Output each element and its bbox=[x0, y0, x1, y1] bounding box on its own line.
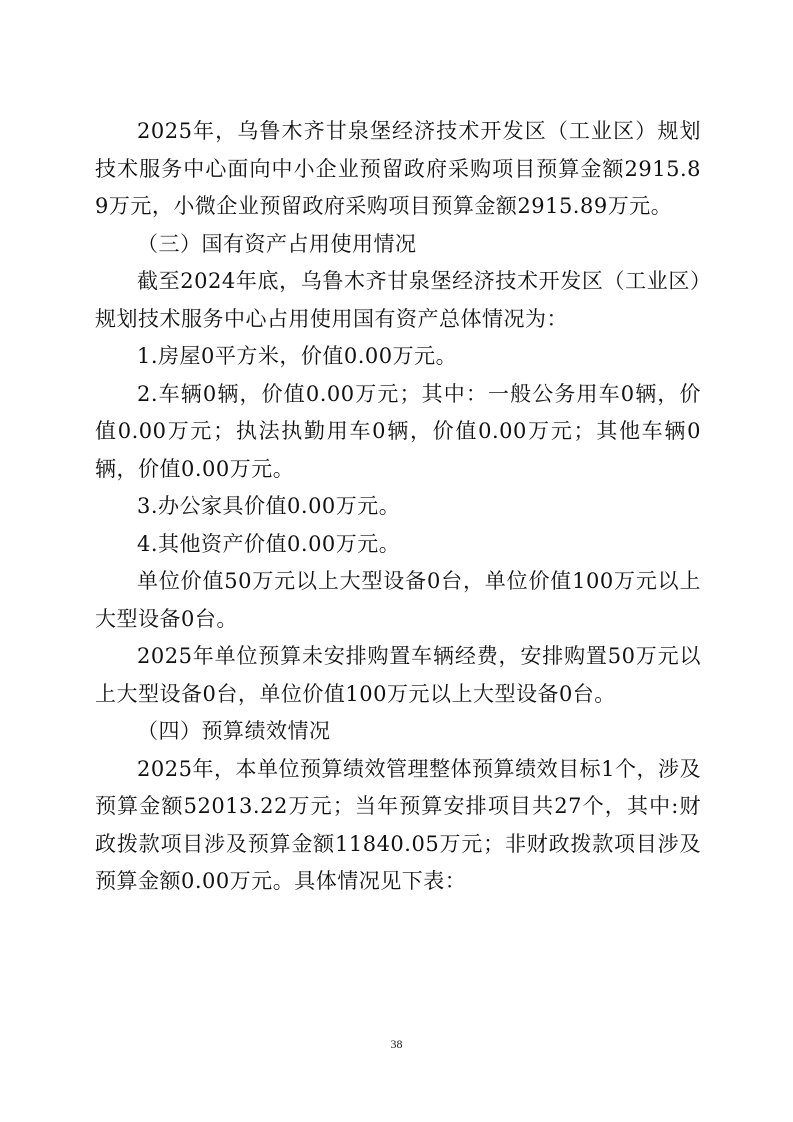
paragraph-performance-details: 2025年，本单位预算绩效管理整体预算绩效目标1个，涉及预算金额52013.22万元；当年预算安排项目共27个，其中:财政拨款项目涉及预算金额11840.05万元；非财政拨款项目涉及预算金额0.00万元。具体情况见下表： bbox=[95, 756, 701, 893]
section-heading-state-assets: （三）国有资产占用使用情况 bbox=[137, 231, 417, 256]
document-body bbox=[95, 113, 701, 901]
paragraph-large-equipment: 单位价值50万元以上大型设备0台，单位价值100万元以上大型设备0台。 bbox=[95, 569, 701, 631]
section-heading-performance: （四）预算绩效情况 bbox=[137, 719, 331, 743]
paragraph-purchase-plan: 2025年单位预算未安排购置车辆经费，安排购置50万元以上大型设备0台，单位价值100万元以上大型设备0台。 bbox=[95, 644, 701, 706]
page-number: 38 bbox=[390, 1037, 403, 1051]
paragraph-assets-overview: 截至2024年底，乌鲁木齐甘泉堡经济技术开发区（工业区）规划技术服务中心占用使用国有资产总体情况为： bbox=[95, 269, 701, 331]
paragraph-other-assets: 4.其他资产价值0.00万元。 bbox=[137, 531, 401, 556]
paragraph-housing: 1.房屋0平方米，价值0.00万元。 bbox=[137, 344, 458, 368]
paragraph-vehicles: 2.车辆0辆，价值0.00万元；其中：一般公务用车0辆，价值0.00万元；执法执勤用车0辆，价值0.00万元；其他车辆0辆，价值0.00万元。 bbox=[95, 381, 701, 481]
paragraph-procurement-budget: 2025年，乌鲁木齐甘泉堡经济技术开发区（工业区）规划技术服务中心面向中小企业预留政府采购项目预算金额2915.89万元，小微企业预留政府采购项目预算金额2915.89万元。 bbox=[95, 119, 701, 218]
paragraph-office-furniture: 3.办公家具价值0.00万元。 bbox=[137, 494, 401, 518]
